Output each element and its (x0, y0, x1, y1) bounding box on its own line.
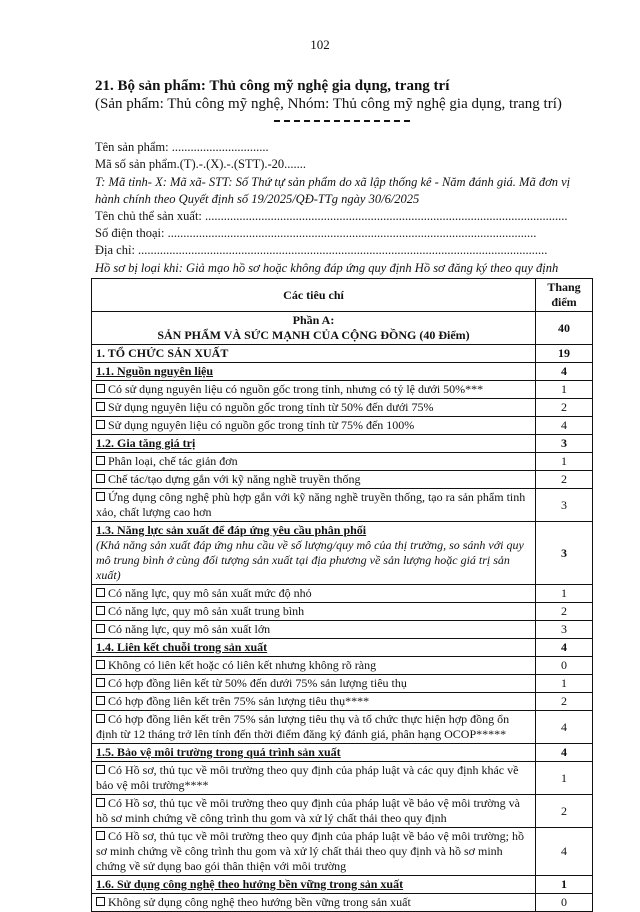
criteria-label: 1.2. Gia tăng giá trị (96, 436, 196, 450)
checkbox-icon (96, 678, 105, 687)
table-row (92, 417, 593, 435)
criteria-cell (92, 795, 536, 828)
score-cell: 40 (536, 312, 593, 345)
criteria-label: Chế tác/tạo dựng gắn với kỹ năng nghề truyền thống (108, 472, 361, 486)
score-cell: 1 (536, 381, 593, 399)
criteria-label: Có sử dụng nguyên liệu có nguồn gốc trong tỉnh, nhưng có tỷ lệ dưới 50%*** (108, 382, 484, 396)
criteria-label: Không sử dụng công nghệ theo hướng bền vững trong sản xuất (108, 895, 411, 909)
table-row (92, 657, 593, 675)
criteria-cell (92, 876, 536, 894)
criteria-cell (92, 744, 536, 762)
criteria-label: 1.3. Năng lực sản xuất để đáp ứng yêu cầu phân phối (96, 523, 367, 537)
table-row (92, 621, 593, 639)
criteria-cell (92, 828, 536, 876)
page-title: 21. Bộ sản phẩm: Thủ công mỹ nghệ gia dụng, trang trí (95, 78, 450, 94)
criteria-cell (92, 603, 536, 621)
checkbox-icon (96, 474, 105, 483)
score-cell: 1 (536, 762, 593, 795)
criteria-label: Có năng lực, quy mô sản xuất trung bình (108, 604, 305, 618)
criteria-cell (92, 399, 536, 417)
criteria-label: Phân loại, chế tác giản đơn (108, 454, 238, 468)
score-cell: 19 (536, 345, 593, 363)
code-note: T: Mã tỉnh- X: Mã xã- STT: Số Thứ tự sản phẩm do xã lập thống kê - Năm đánh giá. Mã đơn vị hành chính theo Quyết định số 19/2025/QĐ-TTg ngày 30/6/2025 (95, 175, 571, 206)
criteria-cell (92, 639, 536, 657)
checkbox-icon (96, 798, 105, 807)
page-subtitle: (Sản phẩm: Thủ công mỹ nghệ, Nhóm: Thủ công mỹ nghệ gia dụng, trang trí) (95, 96, 562, 112)
checkbox-icon (96, 402, 105, 411)
criteria-label: Sử dụng nguyên liệu có nguồn gốc trong tỉnh từ 50% đến dưới 75% (108, 400, 434, 414)
score-cell: 2 (536, 399, 593, 417)
score-cell: 4 (536, 711, 593, 744)
checkbox-icon (96, 897, 105, 906)
table-row (92, 363, 593, 381)
criteria-label: Phần A: (292, 313, 335, 327)
criteria-label: Có Hồ sơ, thủ tục về môi trường theo quy định của pháp luật về bảo vệ môi trường; hồ sơ minh chứng về công trình thu gom và xử lý chất thải theo quy định và hồ sơ minh chứng về sử dụng bao gói thân thiện với môi trường (96, 829, 524, 873)
score-cell: 4 (536, 417, 593, 435)
page-number: 102 (310, 37, 330, 52)
score-cell: 1 (536, 675, 593, 693)
score-cell: 3 (536, 621, 593, 639)
checkbox-icon (96, 456, 105, 465)
score-cell: 2 (536, 603, 593, 621)
criteria-label: 1.6. Sử dụng công nghệ theo hướng bền vững trong sản xuất (96, 877, 404, 891)
score-cell: 4 (536, 363, 593, 381)
criteria-cell (92, 435, 536, 453)
checkbox-icon (96, 831, 105, 840)
checkbox-icon (96, 714, 105, 723)
checkbox-icon (96, 696, 105, 705)
table-row (92, 471, 593, 489)
table-row (92, 762, 593, 795)
criteria-cell (92, 363, 536, 381)
score-cell: 4 (536, 639, 593, 657)
table-row (92, 435, 593, 453)
table-row (92, 381, 593, 399)
score-cell: 0 (536, 894, 593, 912)
criteria-label: Có Hồ sơ, thủ tục về môi trường theo quy định của pháp luật về bảo vệ môi trường và hồ sơ minh chứng về công trình thu gom và xử lý chất thải theo quy định (96, 796, 520, 825)
table-row (92, 876, 593, 894)
table-row (92, 399, 593, 417)
table-row (92, 675, 593, 693)
score-cell: 4 (536, 744, 593, 762)
score-cell: 2 (536, 693, 593, 711)
checkbox-icon (96, 384, 105, 393)
criteria-label: 1.4. Liên kết chuỗi trong sản xuất (96, 640, 268, 654)
reject-note: Hồ sơ bị loại khi: Giả mạo hồ sơ hoặc không đáp ứng quy định Hồ sơ đăng ký theo quy định (95, 261, 559, 275)
criteria-label: Có năng lực, quy mô sản xuất lớn (108, 622, 271, 636)
criteria-label: Có hợp đồng liên kết trên 75% sản lượng tiêu thụ**** (108, 694, 370, 708)
table-row (92, 711, 593, 744)
checkbox-icon (96, 606, 105, 615)
criteria-label: 1.1. Nguồn nguyên liệu (96, 364, 214, 378)
criteria-description: (Khả năng sản xuất đáp ứng nhu cầu về số lượng/quy mô của thị trường, so sánh với quy mô trung bình ở cùng đối tượng sản xuất tại địa phương về sản lượng hoặc giá trị sản xuất) (96, 538, 524, 582)
table-row (92, 744, 593, 762)
score-cell: 1 (536, 585, 593, 603)
score-cell: 4 (536, 828, 593, 876)
criteria-label: Sử dụng nguyên liệu có nguồn gốc trong tỉnh từ 75% đến 100% (108, 418, 415, 432)
criteria-cell (92, 585, 536, 603)
score-cell: 3 (536, 522, 593, 585)
table-row (92, 585, 593, 603)
criteria-cell (92, 675, 536, 693)
table-row (92, 345, 593, 363)
part-heading: SẢN PHẨM VÀ SỨC MẠNH CỦA CỘNG ĐỒNG (40 Điểm) (157, 328, 470, 342)
criteria-label: Không có liên kết hoặc có liên kết nhưng không rõ ràng (108, 658, 377, 672)
criteria-cell (92, 693, 536, 711)
table-row (92, 894, 593, 912)
score-cell: 1 (536, 453, 593, 471)
criteria-cell (92, 762, 536, 795)
table-header-row (92, 279, 593, 312)
criteria-cell (92, 894, 536, 912)
criteria-label: Ứng dụng công nghệ phù hợp gắn với kỹ năng nghề truyền thống, tạo ra sản phẩm tinh xảo, chất lượng cao hơn (96, 490, 526, 519)
table-row (92, 453, 593, 471)
table-row (92, 522, 593, 585)
criteria-cell (92, 522, 536, 585)
title-divider (274, 120, 410, 122)
criteria-label: Có năng lực, quy mô sản xuất mức độ nhỏ (108, 586, 312, 600)
score-cell: 2 (536, 471, 593, 489)
table-row (92, 828, 593, 876)
criteria-cell (92, 345, 536, 363)
product-name-field: Tên sản phẩm: ............................... (95, 140, 269, 154)
phone-field: Số điện thoại: ...................................................................................................................... (95, 226, 537, 240)
table-row (92, 795, 593, 828)
criteria-label: Có Hồ sơ, thủ tục về môi trường theo quy định của pháp luật và các quy định khác về bảo vệ môi trường**** (96, 763, 519, 792)
address-field: Địa chỉ: ................................................................................................................................... (95, 243, 548, 257)
table-row (92, 312, 593, 345)
producer-field: Tên chủ thể sản xuất: .................................................................................................................... (95, 209, 568, 223)
criteria-header: Các tiêu chí (92, 279, 536, 312)
criteria-table (91, 278, 593, 912)
checkbox-icon (96, 492, 105, 501)
checkbox-icon (96, 588, 105, 597)
criteria-cell (92, 471, 536, 489)
checkbox-icon (96, 660, 105, 669)
table-row (92, 603, 593, 621)
table-row (92, 639, 593, 657)
criteria-cell (92, 453, 536, 471)
criteria-label: Có hợp đồng liên kết trên 75% sản lượng tiêu thụ và tổ chức thực hiện hợp đồng ổn định từ 12 tháng trở lên tính đến thời điểm đăng ký đánh giá, phân hạng OCOP***** (96, 712, 510, 741)
table-row (92, 489, 593, 522)
score-cell: 3 (536, 489, 593, 522)
checkbox-icon (96, 624, 105, 633)
score-cell: 2 (536, 795, 593, 828)
criteria-cell (92, 621, 536, 639)
criteria-label: Có hợp đồng liên kết từ 50% đến dưới 75% sản lượng tiêu thụ (108, 676, 407, 690)
criteria-cell (92, 312, 536, 345)
score-cell: 3 (536, 435, 593, 453)
criteria-cell (92, 711, 536, 744)
criteria-cell (92, 657, 536, 675)
product-code-field: Mã số sản phẩm.(T).-.(X).-.(STT).-20....... (95, 157, 307, 171)
criteria-cell (92, 417, 536, 435)
score-header: Thang điểm (536, 279, 593, 312)
criteria-label: 1.5. Bảo vệ môi trường trong quá trình sản xuất (96, 745, 341, 759)
checkbox-icon (96, 765, 105, 774)
criteria-cell (92, 489, 536, 522)
score-cell: 0 (536, 657, 593, 675)
checkbox-icon (96, 420, 105, 429)
criteria-label: 1. TỔ CHỨC SẢN XUẤT (96, 346, 229, 360)
score-cell: 1 (536, 876, 593, 894)
criteria-cell (92, 381, 536, 399)
table-row (92, 693, 593, 711)
